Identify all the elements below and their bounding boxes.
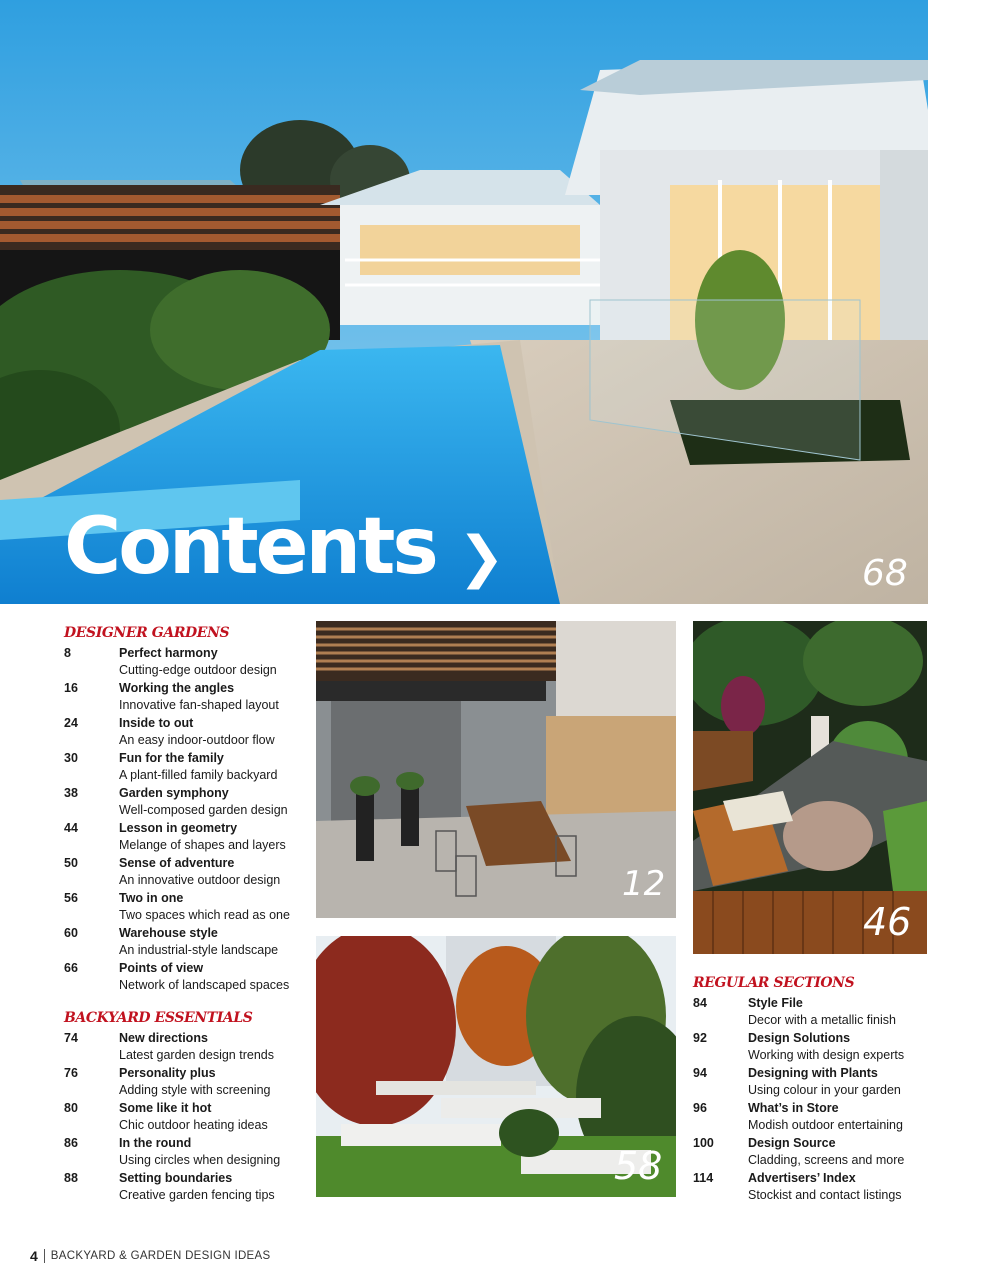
toc-article-title[interactable]: In the round <box>119 1136 192 1150</box>
toc-page-number: 60 <box>64 926 78 940</box>
toc-entry[interactable] <box>64 926 314 961</box>
toc-entry[interactable] <box>64 1031 314 1066</box>
toc-article-title[interactable]: Advertisers’ Index <box>748 1171 856 1185</box>
designer-gardens-list <box>64 646 314 996</box>
garden-photo <box>316 936 676 1197</box>
page-title: Contents <box>64 502 436 592</box>
toc-entry[interactable] <box>64 716 314 751</box>
toc-article-title[interactable]: Design Solutions <box>748 1031 851 1045</box>
toc-article-description: Melange of shapes and layers <box>119 838 286 852</box>
toc-entry[interactable] <box>693 1136 927 1171</box>
section-heading-regular-sections: REGULAR SECTIONS <box>693 975 855 991</box>
toc-page-number: 92 <box>693 1031 707 1045</box>
toc-article-title[interactable]: Designing with Plants <box>748 1066 878 1080</box>
toc-article-description: Adding style with screening <box>119 1083 271 1097</box>
footer-divider <box>44 1249 45 1263</box>
toc-article-title[interactable]: Fun for the family <box>119 751 224 765</box>
toc-entry[interactable] <box>64 646 314 681</box>
toc-page-number: 50 <box>64 856 78 870</box>
toc-page-number: 56 <box>64 891 78 905</box>
toc-article-title[interactable]: Lesson in geometry <box>119 821 238 835</box>
toc-article-description: Modish outdoor entertaining <box>748 1118 903 1132</box>
toc-article-title[interactable]: Setting boundaries <box>119 1171 233 1185</box>
toc-article-title[interactable]: Warehouse style <box>119 926 218 940</box>
footer-page-number: 4 <box>30 1248 38 1264</box>
toc-article-title[interactable]: Working the angles <box>119 681 235 695</box>
toc-article-title[interactable]: Inside to out <box>119 716 194 730</box>
toc-page-number: 96 <box>693 1101 707 1115</box>
toc-article-description: Using circles when designing <box>119 1153 281 1167</box>
toc-article-title[interactable]: Points of view <box>119 961 204 975</box>
toc-article-title[interactable]: Garden symphony <box>119 786 229 800</box>
toc-page-number: 8 <box>64 646 71 660</box>
toc-article-title[interactable]: Two in one <box>119 891 184 905</box>
toc-page-number: 76 <box>64 1066 78 1080</box>
toc-page-number: 100 <box>693 1136 714 1150</box>
toc-entry[interactable] <box>693 996 927 1031</box>
deck-page-ref: 46 <box>863 900 912 944</box>
toc-page-number: 114 <box>693 1171 714 1185</box>
toc-article-description: An innovative outdoor design <box>119 873 281 887</box>
toc-entry[interactable] <box>64 891 314 926</box>
toc-article-description: Well-composed garden design <box>119 803 288 817</box>
toc-article-description: Stockist and contact listings <box>748 1188 902 1202</box>
regular-sections-list <box>693 996 927 1206</box>
toc-article-title[interactable]: New directions <box>119 1031 208 1045</box>
deck-photo <box>693 621 927 954</box>
toc-article-title[interactable]: Personality plus <box>119 1066 216 1080</box>
toc-article-title[interactable]: Sense of adventure <box>119 856 235 870</box>
toc-page-number: 24 <box>64 716 78 730</box>
garden-page-ref: 58 <box>614 1144 663 1188</box>
chevron-right-icon: ❯ <box>458 525 505 590</box>
footer-magazine-name: BACKYARD & GARDEN DESIGN IDEAS <box>50 1250 271 1262</box>
toc-page-number: 74 <box>64 1031 78 1045</box>
toc-page-number: 86 <box>64 1136 78 1150</box>
toc-entry[interactable] <box>64 821 314 856</box>
toc-entry[interactable] <box>64 961 314 996</box>
toc-article-description: Network of landscaped spaces <box>119 978 290 992</box>
toc-entry[interactable] <box>64 856 314 891</box>
toc-article-title[interactable]: Some like it hot <box>119 1101 212 1115</box>
toc-article-description: An easy indoor-outdoor flow <box>119 733 275 747</box>
toc-article-description: An industrial-style landscape <box>119 943 279 957</box>
pergola-photo <box>316 621 676 918</box>
toc-article-title[interactable]: Style File <box>748 996 803 1010</box>
toc-entry[interactable] <box>64 751 314 786</box>
toc-page-number: 38 <box>64 786 78 800</box>
section-heading-backyard-essentials: BACKYARD ESSENTIALS <box>64 1010 253 1026</box>
toc-article-description: Working with design experts <box>748 1048 905 1062</box>
toc-entry[interactable] <box>693 1171 927 1206</box>
toc-article-description: Innovative fan-shaped layout <box>119 698 279 712</box>
toc-page-number: 80 <box>64 1101 78 1115</box>
toc-article-title[interactable]: Design Source <box>748 1136 836 1150</box>
toc-article-description: A plant-filled family backyard <box>119 768 278 782</box>
toc-article-description: Cladding, screens and more <box>748 1153 905 1167</box>
toc-page-number: 44 <box>64 821 78 835</box>
toc-article-description: Two spaces which read as one <box>119 908 290 922</box>
page-footer <box>30 1247 270 1265</box>
backyard-essentials-list <box>64 1031 314 1206</box>
toc-entry[interactable] <box>64 1171 314 1206</box>
toc-entry[interactable] <box>64 681 314 716</box>
toc-page-number: 88 <box>64 1171 78 1185</box>
toc-article-description: Decor with a metallic finish <box>748 1013 896 1027</box>
toc-entry[interactable] <box>693 1101 927 1136</box>
hero-page-ref: 68 <box>862 553 908 594</box>
toc-entry[interactable] <box>64 1101 314 1136</box>
section-heading-designer-gardens: DESIGNER GARDENS <box>64 625 230 641</box>
toc-page-number: 66 <box>64 961 78 975</box>
toc-entry[interactable] <box>64 1066 314 1101</box>
toc-page-number: 84 <box>693 996 707 1010</box>
hero-photo <box>0 0 928 604</box>
toc-entry[interactable] <box>693 1066 927 1101</box>
toc-entry[interactable] <box>64 1136 314 1171</box>
toc-article-title[interactable]: What’s in Store <box>748 1101 839 1115</box>
toc-page-number: 94 <box>693 1066 707 1080</box>
toc-article-description: Using colour in your garden <box>748 1083 901 1097</box>
pergola-page-ref: 12 <box>622 864 666 904</box>
toc-entry[interactable] <box>693 1031 927 1066</box>
toc-page-number: 30 <box>64 751 78 765</box>
toc-article-title[interactable]: Perfect harmony <box>119 646 218 660</box>
toc-article-description: Chic outdoor heating ideas <box>119 1118 268 1132</box>
toc-article-description: Cutting-edge outdoor design <box>119 663 277 677</box>
toc-article-description: Creative garden fencing tips <box>119 1188 275 1202</box>
toc-page-number: 16 <box>64 681 78 695</box>
toc-article-description: Latest garden design trends <box>119 1048 274 1062</box>
toc-entry[interactable] <box>64 786 314 821</box>
